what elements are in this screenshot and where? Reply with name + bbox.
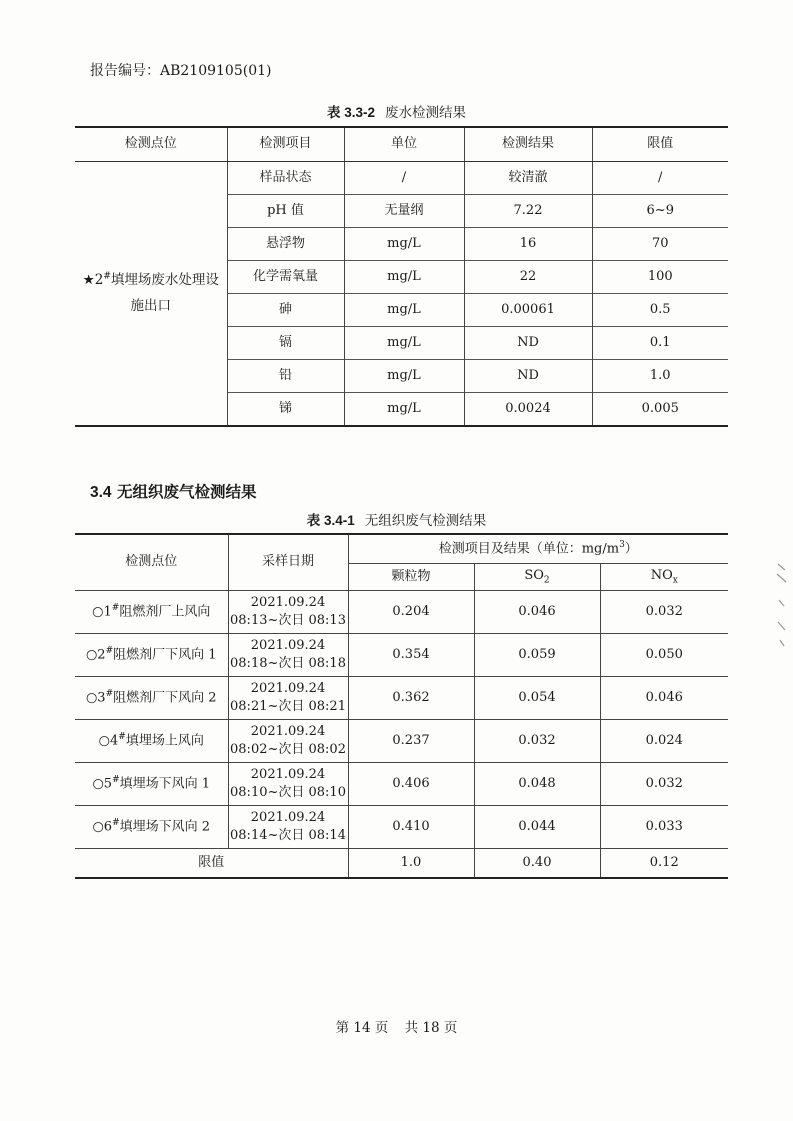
limit-cell: 0.005	[592, 393, 728, 427]
location-prefix: ★2	[82, 271, 104, 288]
location-sup: #	[103, 271, 111, 282]
page-total: 共 18 页	[404, 1020, 458, 1036]
table1-number: 表 3.3-2	[326, 105, 376, 120]
unit-cell: mg/L	[344, 294, 464, 327]
location-cell	[75, 806, 228, 849]
table1-caption	[0, 101, 793, 121]
particulate-cell: 0.237	[348, 720, 474, 763]
location-sup: #	[105, 646, 114, 657]
unit-cell: mg/L	[344, 393, 464, 427]
scan-edge-mark	[775, 560, 789, 650]
so2-cell: 0.046	[474, 591, 600, 634]
limit-cell: 100	[592, 261, 728, 294]
sample-date-cell	[228, 591, 348, 634]
location-sup: #	[105, 689, 114, 700]
result-cell: 7.22	[464, 195, 592, 228]
location-cell	[75, 763, 228, 806]
sample-time-range: 08:10~次日 08:10	[230, 785, 346, 800]
result-cell: 较清澈	[464, 162, 592, 195]
header-nox-text: NO	[650, 567, 673, 583]
location-cell	[75, 591, 228, 634]
so2-cell: 0.059	[474, 634, 600, 677]
header-particulate: 颗粒物	[348, 564, 474, 591]
location-name: 填埋场下风向 1	[119, 776, 211, 792]
page-number: 第 14 页	[335, 1020, 389, 1036]
sample-date-cell	[228, 720, 348, 763]
header-group-end: ）	[624, 541, 638, 557]
limit-cell: 0.5	[592, 294, 728, 327]
location-cell	[75, 162, 227, 427]
limit-cell: 6~9	[592, 195, 728, 228]
table2-caption	[0, 509, 793, 529]
result-cell: 0.0024	[464, 393, 592, 427]
unit-cell: mg/L	[344, 360, 464, 393]
limit-row	[75, 849, 728, 879]
location-prefix: ○3	[85, 690, 106, 706]
location-name: 填埋场下风向 2	[119, 819, 211, 835]
limit-so2: 0.40	[474, 849, 600, 879]
header-so2-text: SO	[524, 567, 544, 583]
location-cell	[75, 677, 228, 720]
particulate-cell: 0.354	[348, 634, 474, 677]
location-sup: #	[111, 603, 120, 614]
header-location: 检测点位	[75, 127, 227, 162]
so2-cell: 0.048	[474, 763, 600, 806]
location-name: 阻燃剂厂下风向 1	[113, 647, 217, 663]
location-prefix: ○6	[92, 819, 113, 835]
location-name: 阻燃剂厂下风向 2	[113, 690, 217, 706]
result-cell: 0.00061	[464, 294, 592, 327]
table1-title: 废水检测结果	[385, 105, 467, 121]
so2-cell: 0.044	[474, 806, 600, 849]
particulate-cell: 0.204	[348, 591, 474, 634]
nox-cell: 0.032	[600, 763, 728, 806]
header-nox-sub: x	[672, 575, 678, 586]
limit-particulate: 1.0	[348, 849, 474, 879]
header-item: 检测项目	[227, 127, 344, 162]
header-result: 检测结果	[464, 127, 592, 162]
sample-date: 2021.09.24	[250, 767, 326, 783]
limit-cell: /	[592, 162, 728, 195]
limit-cell: 1.0	[592, 360, 728, 393]
unit-cell: 无量纲	[344, 195, 464, 228]
location-name: 阻燃剂厂上风向	[119, 604, 211, 620]
nox-cell: 0.033	[600, 806, 728, 849]
particulate-cell: 0.410	[348, 806, 474, 849]
particulate-cell: 0.362	[348, 677, 474, 720]
unit-cell: mg/L	[344, 327, 464, 360]
sample-time-range: 08:21~次日 08:21	[230, 699, 346, 714]
unit-cell: mg/L	[344, 261, 464, 294]
header-group-text: 检测项目及结果（单位：mg/m	[438, 541, 620, 557]
section-heading	[90, 480, 256, 502]
header-group-sup: 3	[619, 540, 625, 551]
limit-cell: 0.1	[592, 327, 728, 360]
item-cell: pH 值	[227, 195, 344, 228]
sample-date-cell	[228, 763, 348, 806]
table-header-row	[75, 127, 728, 162]
fugitive-gas-results-table	[75, 533, 728, 879]
location-sup: #	[112, 818, 120, 829]
limit-label: 限值	[75, 849, 348, 879]
table-row	[75, 162, 728, 195]
limit-nox: 0.12	[600, 849, 728, 879]
location-line2: 施出口	[130, 297, 171, 314]
nox-cell: 0.046	[600, 677, 728, 720]
sample-time-range: 08:18~次日 08:18	[230, 656, 346, 671]
header-unit: 单位	[344, 127, 464, 162]
sample-date: 2021.09.24	[250, 638, 326, 654]
so2-cell: 0.054	[474, 677, 600, 720]
item-cell: 镉	[227, 327, 344, 360]
result-cell: 16	[464, 228, 592, 261]
unit-cell: mg/L	[344, 228, 464, 261]
section-title: 无组织废气检测结果	[116, 482, 257, 501]
nox-cell: 0.050	[600, 634, 728, 677]
section-number: 3.4	[90, 484, 112, 501]
result-cell: ND	[464, 360, 592, 393]
sample-date-cell	[228, 677, 348, 720]
table-row	[75, 763, 728, 806]
item-cell: 化学需氧量	[227, 261, 344, 294]
location-prefix: ○4	[98, 733, 119, 749]
item-cell: 铅	[227, 360, 344, 393]
table-row	[75, 806, 728, 849]
header-so2	[474, 564, 600, 591]
sample-date-cell	[228, 634, 348, 677]
location-line1: 填埋场废水处理设	[110, 271, 219, 288]
item-cell: 锑	[227, 393, 344, 427]
result-cell: 22	[464, 261, 592, 294]
location-sup: #	[118, 732, 126, 743]
table2-title: 无组织废气检测结果	[364, 513, 487, 529]
location-name: 填埋场上风向	[125, 733, 204, 749]
sample-time-range: 08:14~次日 08:14	[230, 828, 346, 843]
location-prefix: ○2	[85, 647, 106, 663]
header-results-group	[348, 534, 728, 564]
table-row	[75, 591, 728, 634]
nox-cell: 0.024	[600, 720, 728, 763]
table-row	[75, 677, 728, 720]
sample-date: 2021.09.24	[250, 595, 326, 611]
sample-date: 2021.09.24	[250, 810, 326, 826]
page-footer	[0, 1016, 793, 1036]
location-prefix: ○1	[92, 604, 112, 620]
header-so2-sub: 2	[543, 575, 550, 586]
nox-cell: 0.032	[600, 591, 728, 634]
header-nox	[600, 564, 728, 591]
sample-date: 2021.09.24	[250, 681, 326, 697]
header-limit: 限值	[592, 127, 728, 162]
table-header-row	[75, 534, 728, 564]
so2-cell: 0.032	[474, 720, 600, 763]
table2-number: 表 3.4-1	[306, 513, 355, 528]
sample-date-cell	[228, 806, 348, 849]
location-sup: #	[112, 775, 120, 786]
location-prefix: ○5	[92, 776, 113, 792]
result-cell: ND	[464, 327, 592, 360]
limit-cell: 70	[592, 228, 728, 261]
sample-date: 2021.09.24	[250, 724, 326, 740]
particulate-cell: 0.406	[348, 763, 474, 806]
item-cell: 样品状态	[227, 162, 344, 195]
unit-cell: /	[344, 162, 464, 195]
table-row	[75, 720, 728, 763]
header-location: 检测点位	[125, 554, 178, 570]
wastewater-results-table	[75, 126, 728, 427]
sample-time-range: 08:02~次日 08:02	[230, 742, 346, 757]
item-cell: 悬浮物	[227, 228, 344, 261]
location-cell	[75, 634, 228, 677]
table-row	[75, 634, 728, 677]
sample-time-range: 08:13~次日 08:13	[230, 613, 346, 628]
report-number: 报告编号：AB2109105(01)	[90, 63, 272, 79]
location-cell	[75, 720, 228, 763]
header-sample-date: 采样日期	[228, 534, 348, 591]
item-cell: 砷	[227, 294, 344, 327]
